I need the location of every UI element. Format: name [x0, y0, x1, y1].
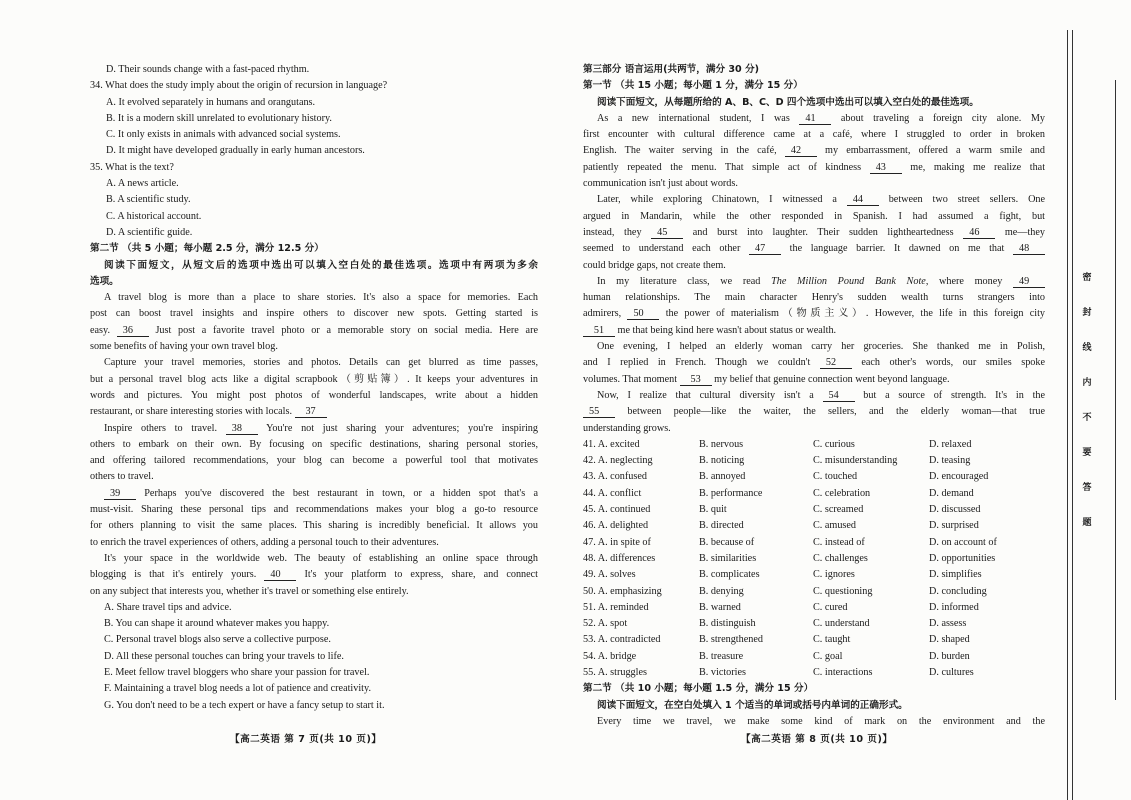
passage-line: blogging is that it's entirely yours. 40 It's your platform to express, share, and connect — [90, 569, 538, 581]
section2-instruction: 阅读下面短文，在空白处填入 1 个适当的单词或括号内单词的正确形式。 — [597, 699, 908, 711]
left-column — [90, 62, 538, 714]
page-footer: 【高二英语 第 7 页(共 10 页)】 — [230, 734, 382, 745]
option-cell: 47. A. in spite of — [583, 536, 651, 548]
option-cell: D. simplifies — [929, 569, 982, 581]
q33-option-d: D. Their sounds change with a fast-paced rhythm. — [106, 64, 310, 75]
text-run: Later, while exploring Chinatown, I witnessed a — [597, 194, 837, 206]
passage-line — [583, 225, 1045, 241]
option-cell: C. curious — [813, 438, 855, 450]
option-cell: 55. A. struggles — [583, 666, 647, 678]
passage-line: One evening, I helped an elderly woman carry her groceries. She thanked me in Polish, — [597, 341, 1045, 353]
option-row — [583, 502, 1045, 518]
option-row — [583, 665, 1045, 681]
option-cell: C. celebration — [813, 487, 871, 499]
option-cell: D. informed — [929, 601, 979, 613]
passage-line — [583, 143, 1045, 159]
option-cell: B. distinguish — [699, 618, 756, 630]
passage-line: volumes. That moment 53 my belief that genuine connection went beyond language. — [583, 373, 950, 385]
binding-char: 题 — [1082, 518, 1092, 528]
page-footer: 【高二英语 第 8 页(共 10 页)】 — [741, 734, 893, 745]
section2-heading: 第二节 （共 10 小题；每小题 1.5 分，满分 15 分） — [583, 683, 814, 695]
option-row — [583, 632, 1045, 648]
option-cell: 42. A. neglecting — [583, 455, 653, 467]
text-run: about traveling a foreign city alone. My — [840, 112, 1045, 124]
option-cell: D. surprised — [929, 520, 979, 532]
option-cell: 50. A. emphasizing — [583, 585, 662, 597]
option-row — [583, 616, 1045, 632]
cloze-paragraph-1 — [583, 111, 1045, 192]
blank-41[interactable]: 41 — [799, 113, 831, 125]
blank-44[interactable]: 44 — [847, 194, 879, 206]
passage-line — [583, 160, 1045, 176]
option-row — [583, 551, 1045, 567]
q34-option-c: C. It only exists in animals with advanced social systems. — [106, 129, 341, 141]
option-row — [583, 600, 1045, 616]
passage-line: restaurant, or share interesting stories with locals. 37 — [90, 404, 538, 420]
option-cell: D. encouraged — [929, 471, 989, 483]
blank-48[interactable]: 48 — [1013, 243, 1045, 255]
passage-line: post can boost travel insights and inspire others to discover new spots. Getting started is — [90, 308, 538, 320]
q35-option-d: D. A scientific guide. — [106, 226, 193, 238]
option-cell: 46. A. delighted — [583, 520, 649, 532]
passage-line: must-visit. Sharing these personal tips and recommendations makes your blog a go-to resource — [90, 504, 538, 516]
option-cell: B. directed — [699, 520, 744, 532]
blank-42[interactable]: 42 — [785, 145, 817, 157]
passage-line: for others planning to visit the same places. This sharing is incredibly beneficial. It allows you — [90, 520, 538, 532]
option-cell: D. teasing — [929, 455, 971, 467]
q34-option-a: A. It evolved separately in humans and orangutans. — [106, 96, 316, 108]
option-cell: D. relaxed — [929, 438, 972, 450]
binding-char: 不 — [1082, 413, 1092, 423]
option-b: B. You can shape it around whatever makes you happy. — [104, 618, 330, 630]
option-cell: C. questioning — [813, 585, 873, 597]
option-row — [583, 518, 1045, 534]
option-row — [583, 535, 1045, 551]
passage-line: Every time we travel, we make some kind of mark on the environment and the — [597, 715, 1045, 727]
text-run: seemed to understand each other — [583, 243, 741, 255]
option-cell: C. cured — [813, 601, 848, 613]
left-page — [0, 0, 560, 800]
blank-53[interactable]: 53 — [680, 374, 712, 386]
option-cell: C. misunderstanding — [813, 455, 898, 467]
option-d: D. All these personal touches can bring your travels to life. — [104, 650, 344, 662]
option-cell: 54. A. bridge — [583, 650, 637, 662]
blank-52[interactable]: 52 — [820, 357, 852, 369]
passage-line: could bridge gaps, not create them. — [583, 259, 726, 271]
option-cell: B. strengthened — [699, 634, 763, 646]
section1-instruction: 阅读下面短文，从每题所给的 A、B、C、D 四个选项中选出可以填入空白处的最佳选项。 — [597, 96, 979, 108]
right-page — [563, 0, 1048, 800]
blank-55[interactable]: 55 — [583, 406, 615, 418]
book-title: The Million Pound Bank Note — [771, 275, 926, 287]
option-cell: D. discussed — [929, 504, 981, 516]
blank-40[interactable]: 40 — [264, 569, 296, 581]
text-run: patiently repeated the menu. That simple act of kindness — [583, 161, 862, 173]
blank-39[interactable]: 39 — [104, 488, 136, 500]
q35-stem: 35. What is the text? — [90, 161, 174, 173]
binding-char: 密 — [1082, 273, 1092, 283]
blank-37[interactable]: 37 — [295, 406, 327, 418]
q34-option-d: D. It might have developed gradually in early human ancestors. — [106, 145, 365, 157]
option-cell: B. treasure — [699, 650, 744, 662]
option-g: G. You don't need to be a tech expert or have a fancy setup to start it. — [104, 699, 385, 711]
passage-line: It's your space in the worldwide web. The beauty of establishing an online space through — [104, 552, 538, 564]
passage-line: easy. 36 Just post a favorite travel photo or a memorable story on social media. Here are — [90, 324, 538, 336]
option-cell: D. cultures — [929, 666, 974, 678]
text-run: English. The waiter serving in the café, — [583, 145, 777, 157]
blank-38[interactable]: 38 — [226, 423, 258, 435]
option-row — [583, 453, 1045, 469]
option-cell: D. on account of — [929, 536, 997, 548]
option-cell: 45. A. continued — [583, 504, 651, 516]
option-cell: D. shaped — [929, 634, 970, 646]
q35-option-a: A. A news article. — [106, 178, 179, 190]
passage-line: and offering tailored recommendations, your blog can become a powerful tool that motivates — [90, 455, 538, 467]
option-cell: C. goal — [813, 650, 843, 662]
section1-heading: 第一节 （共 15 小题；每小题 1 分，满分 15 分） — [583, 80, 803, 92]
binding-line — [1072, 30, 1073, 800]
passage-line: In my literature class, we read The Million Pound Bank Note, where money 49 — [583, 274, 1045, 290]
part3-heading: 第三部分 语言运用(共两节，满分 30 分) — [583, 64, 760, 75]
option-cell: B. annoyed — [699, 471, 746, 483]
binding-line — [1115, 80, 1116, 700]
option-f: F. Maintaining a travel blog needs a lot of patience and creativity. — [104, 683, 371, 695]
text-run: my embarrassment, offered a warm smile and — [825, 145, 1045, 157]
passage-line — [583, 111, 1045, 127]
passage-line: others to travel. — [90, 471, 154, 483]
binding-char: 要 — [1082, 448, 1092, 458]
option-cell: B. similarities — [699, 552, 757, 564]
passage-line: 39 Perhaps you've discovered the best restaurant in town, or a hidden spot that's a — [90, 486, 538, 502]
option-cell: B. noticing — [699, 455, 745, 467]
passage-line: argued in Mandarin, while the other responded in Spanish. I had assumed a fight, but — [583, 210, 1045, 222]
option-row — [583, 567, 1045, 583]
option-row — [583, 584, 1045, 600]
binding-char: 内 — [1082, 378, 1092, 388]
text-run: the language barrier. It dawned on me that — [789, 243, 1005, 255]
text-run: and burst into laughter. Their sudden lightheartedness — [692, 226, 954, 238]
option-cell: 52. A. spot — [583, 618, 628, 630]
passage-line: Now, I realize that cultural diversity isn't a 54 but a source of strength. It's in the — [597, 389, 1045, 401]
option-cell: 49. A. solves — [583, 569, 636, 581]
passage-line: Inspire others to travel. 38 You're not just sharing your adventures; you're inspiring — [104, 422, 538, 434]
option-c: C. Personal travel blogs also serve a collective purpose. — [104, 634, 331, 646]
option-cell: C. instead of — [813, 536, 865, 548]
passage-line: communication isn't just about words. — [583, 178, 738, 190]
binding-char: 答 — [1082, 483, 1092, 493]
q34-stem: 34. What does the study imply about the origin of recursion in language? — [90, 80, 388, 92]
option-cell: 48. A. differences — [583, 552, 656, 564]
option-cell: D. assess — [929, 618, 967, 630]
text-run: me, making me realize that — [910, 161, 1045, 173]
passage-line — [583, 192, 1045, 208]
option-cell: 43. A. confused — [583, 471, 647, 483]
blank-49[interactable]: 49 — [1013, 276, 1045, 288]
option-cell: B. complicates — [699, 569, 760, 581]
passage-line: 55 between people—like the waiter, the sellers, and the elderly woman—that true — [583, 404, 1045, 420]
option-cell: D. demand — [929, 487, 974, 499]
option-cell: C. understand — [813, 618, 870, 630]
binding-notice — [1080, 270, 1094, 528]
section2-instruction: 阅读下面短文，从短文后的选项中选出可以填入空白处的最佳选项。选项中有两项为多余 — [104, 259, 538, 271]
cloze-paragraph-2 — [583, 192, 1045, 273]
cloze-options-table — [583, 437, 1045, 681]
passage-line: some benefits of having your own travel blog. — [90, 341, 278, 353]
option-cell: 44. A. conflict — [583, 487, 642, 499]
q35-option-b: B. A scientific study. — [106, 194, 191, 206]
passage-line: understanding grows. — [583, 422, 671, 434]
option-cell: 41. A. excited — [583, 438, 640, 450]
option-cell: C. taught — [813, 634, 851, 646]
option-row — [583, 486, 1045, 502]
blank-36[interactable]: 36 — [117, 325, 149, 337]
option-cell: D. concluding — [929, 585, 987, 597]
text-run: instead, they — [583, 226, 642, 238]
blank-43[interactable]: 43 — [870, 162, 902, 174]
option-cell: B. nervous — [699, 438, 744, 450]
passage-line: but a personal travel blog acts like a digital scrapbook（剪贴簿）. It keeps your adventures in — [90, 373, 538, 385]
option-cell: 53. A. contradicted — [583, 634, 661, 646]
blank-47[interactable]: 47 — [749, 243, 781, 255]
option-row — [583, 469, 1045, 485]
section2-heading: 第二节 （共 5 小题；每小题 2.5 分，满分 12.5 分） — [90, 243, 324, 255]
passage-line: 51 me that being kind here wasn't about status or wealth. — [583, 323, 1045, 339]
passage-line: to enrich the travel experiences of others, adding a personal touch to their adventures. — [90, 536, 439, 548]
option-cell: C. touched — [813, 471, 858, 483]
passage-line: human relationships. The main character Henry's sudden wealth turns strangers into — [583, 292, 1045, 304]
passage-line: others to embark on their own. By focusing on specific destinations, sharing personal stories, — [90, 438, 538, 450]
blank-50[interactable]: 50 — [627, 308, 659, 320]
option-cell: C. challenges — [813, 552, 868, 564]
passage-line — [583, 241, 1045, 257]
option-row — [583, 649, 1045, 665]
option-cell: B. victories — [699, 666, 746, 678]
option-cell: B. quit — [699, 504, 727, 516]
passage-line: admirers, 50 the power of materialism（物质主义）. However, the life in this foreign city — [583, 308, 1045, 320]
passage-line: A travel blog is more than a place to share stories. It's also a space for memories. Each — [104, 292, 538, 304]
q34-option-b: B. It is a modern skill unrelated to evolutionary history. — [106, 112, 332, 124]
passage-line: Capture your travel memories, stories and photos. Details can get blurred as time passes, — [104, 357, 538, 369]
passage-line: first encounter with cultural difference came at a café, where I struggled to order in broken — [583, 129, 1045, 141]
option-cell: D. opportunities — [929, 552, 996, 564]
option-e: E. Meet fellow travel bloggers who share your passion for travel. — [104, 666, 370, 678]
option-cell: C. amused — [813, 520, 857, 532]
right-column — [583, 62, 1045, 730]
blank-46[interactable]: 46 — [963, 227, 995, 239]
blank-45[interactable]: 45 — [651, 227, 683, 239]
section2-instruction-cont: 选项。 — [90, 275, 119, 287]
text-run: between two street sellers. One — [888, 194, 1045, 206]
option-cell: B. denying — [699, 585, 744, 597]
option-cell: C. ignores — [813, 569, 855, 581]
text-run: me—they — [1004, 226, 1045, 238]
option-cell: C. interactions — [813, 666, 873, 678]
option-cell: C. screamed — [813, 504, 864, 516]
option-cell: B. because of — [699, 536, 755, 548]
option-a: A. Share travel tips and advice. — [104, 601, 232, 613]
passage-line: and I replied in French. Though we couldn't 52 each other's words, our smiles spoke — [583, 357, 1045, 369]
option-row — [583, 437, 1045, 453]
text-run: As a new international student, I was — [597, 112, 790, 124]
option-cell: B. performance — [699, 487, 763, 499]
q35-option-c: C. A historical account. — [106, 210, 202, 222]
option-cell: B. warned — [699, 601, 741, 613]
blank-54[interactable]: 54 — [823, 390, 855, 402]
binding-line — [1067, 30, 1068, 800]
binding-char: 封 — [1082, 308, 1092, 318]
option-cell: D. burden — [929, 650, 970, 662]
passage-line: words and pictures. You might post photos of wonderful landscapes, write about a hidden — [90, 389, 538, 401]
passage-line: on any subject that interests you, whether it's travel or something else entirely. — [90, 585, 409, 597]
binding-char: 线 — [1082, 343, 1092, 353]
option-cell: 51. A. reminded — [583, 601, 649, 613]
blank-51[interactable]: 51 — [583, 325, 615, 337]
